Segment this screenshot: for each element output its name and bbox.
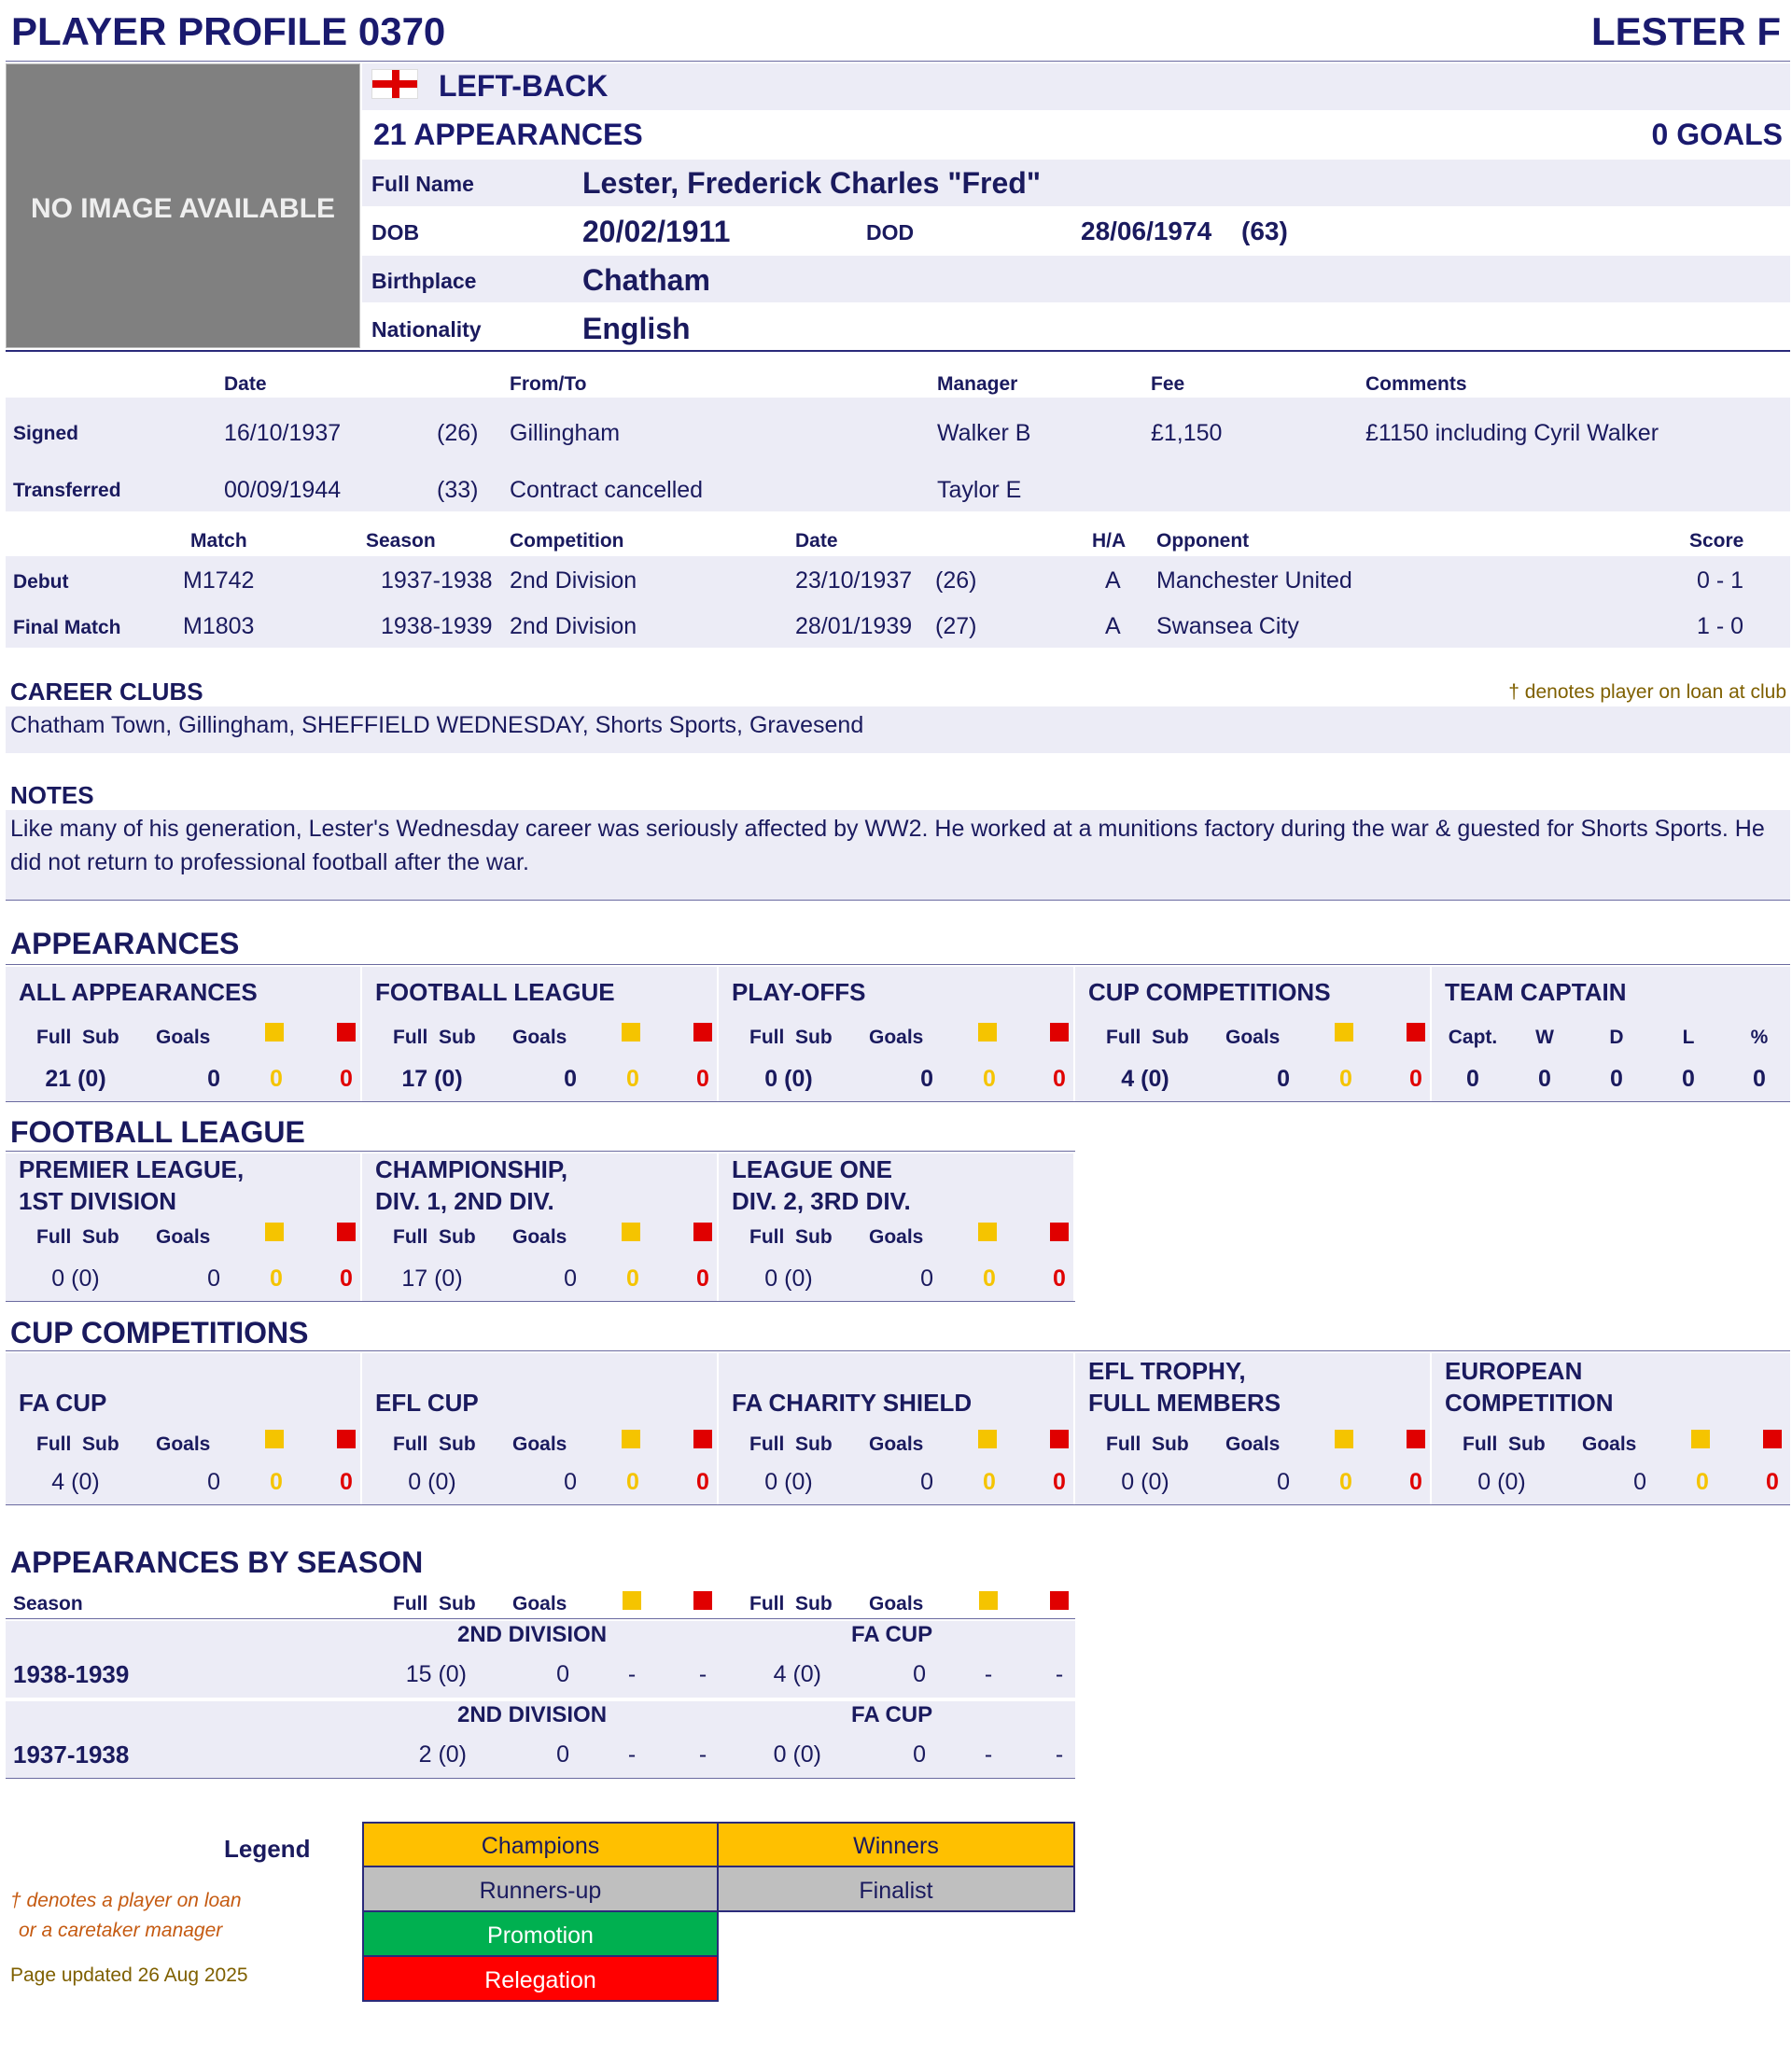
goals-value: 0	[207, 1469, 220, 1495]
career-clubs-title: CAREER CLUBS	[10, 678, 203, 706]
loan-note: † denotes player on loan at club	[1508, 681, 1786, 703]
season-goals-1: 0	[556, 1741, 569, 1768]
by-season-title: APPEARANCES BY SEASON	[10, 1545, 424, 1579]
full-sub-header: Full Sub	[393, 1433, 476, 1455]
yellow-card-icon	[265, 1430, 284, 1448]
box-title-line-2: ALL APPEARANCES	[19, 978, 258, 1006]
goals-value: 0	[207, 1066, 220, 1092]
season-yellow-1: -	[627, 1661, 637, 1687]
career-clubs-list: Chatham Town, Gillingham, SHEFFIELD WEDNESDAY, Shorts Sports, Gravesend	[10, 712, 864, 738]
red-card-icon	[693, 1430, 712, 1448]
box-title-line-2: FOOTBALL LEAGUE	[375, 978, 615, 1006]
goals-value: 0	[1277, 1066, 1290, 1092]
final-match-age: (27)	[935, 613, 977, 639]
box-title-line-2: COMPETITION	[1445, 1389, 1614, 1417]
notes-line-2: did not return to professional football after the war.	[10, 849, 529, 875]
transferred-manager: Taylor E	[937, 477, 1022, 503]
season-header: Season	[13, 1593, 83, 1615]
red-card-count: 0	[696, 1265, 709, 1292]
red-card-icon	[1050, 1591, 1069, 1610]
no-image-text: NO IMAGE AVAILABLE	[30, 193, 336, 224]
goals-value: 0	[920, 1066, 933, 1092]
debut-label: Debut	[13, 571, 69, 593]
full-sub-header: Full Sub	[1463, 1433, 1546, 1455]
player-surname: LESTER F	[1590, 9, 1781, 53]
cup-competition-box	[1075, 1353, 1430, 1504]
box-title-line-2: DIV. 1, 2ND DIV.	[375, 1187, 554, 1215]
birthplace-value: Chatham	[582, 263, 710, 297]
debut-ha: A	[1105, 567, 1121, 594]
captain-value: 0	[1610, 1066, 1623, 1092]
final-match-match: M1803	[183, 613, 255, 639]
red-card-count: 0	[340, 1265, 353, 1292]
red-card-count: 0	[696, 1469, 709, 1495]
goals-header: Goals	[512, 1027, 567, 1048]
season-competition-2: FA CUP	[851, 1702, 933, 1727]
red-card-icon	[337, 1223, 356, 1241]
red-card-count: 0	[1053, 1265, 1066, 1292]
yellow-card-icon	[978, 1430, 997, 1448]
red-card-count: 0	[1053, 1469, 1066, 1495]
final-match-competition: 2nd Division	[510, 613, 637, 639]
box-title-line-1: EUROPEAN	[1445, 1357, 1583, 1385]
signed-manager: Walker B	[937, 420, 1031, 446]
cup-competition-box	[1432, 1353, 1790, 1504]
match-header-season: Season	[366, 530, 436, 552]
yellow-card-icon	[978, 1223, 997, 1241]
red-card-icon	[693, 1591, 712, 1610]
red-card-count: 0	[1766, 1469, 1779, 1495]
match-header-ha: H/A	[1092, 530, 1127, 552]
match-header-date: Date	[795, 530, 838, 552]
match-header-competition: Competition	[510, 530, 624, 552]
birthplace-label: Birthplace	[371, 269, 477, 293]
full-sub-header: Full Sub	[36, 1226, 119, 1248]
season-label: 1937-1938	[13, 1740, 130, 1768]
full-sub-value: 0 (0)	[51, 1265, 100, 1292]
goals-header: Goals	[156, 1226, 211, 1248]
season-goals-2: 0	[913, 1661, 926, 1687]
season-yellow-1: -	[627, 1741, 637, 1768]
yellow-card-count: 0	[1339, 1469, 1352, 1495]
red-card-icon	[1050, 1223, 1069, 1241]
season-goals-1: 0	[556, 1661, 569, 1687]
season-full-sub-2: 4 (0)	[773, 1661, 821, 1687]
debut-match: M1742	[183, 567, 255, 594]
goals-header: Goals	[869, 1433, 924, 1455]
goals-value: 0	[207, 1265, 220, 1292]
yellow-card-count: 0	[983, 1066, 996, 1092]
season-full-sub-1: 2 (0)	[418, 1741, 467, 1768]
goals-header: Goals	[156, 1433, 211, 1455]
full-sub-header: Full Sub	[749, 1226, 833, 1248]
england-flag-icon	[371, 69, 418, 99]
goals-header: Goals	[869, 1027, 924, 1048]
signed-club: Gillingham	[510, 420, 621, 446]
red-card-icon	[693, 1023, 712, 1041]
yellow-card-icon	[978, 1023, 997, 1041]
age-at-death: (63)	[1241, 217, 1288, 245]
box-title-line-1: CHAMPIONSHIP,	[375, 1155, 568, 1183]
red-card-count: 0	[1409, 1066, 1422, 1092]
appearances-title: APPEARANCES	[10, 927, 240, 960]
notes-title: NOTES	[10, 781, 94, 809]
signed-age: (26)	[437, 420, 479, 446]
red-card-icon	[337, 1023, 356, 1041]
full-sub-header: Full Sub	[749, 1433, 833, 1455]
goals-header: Goals	[1582, 1433, 1637, 1455]
season-competition-1: 2ND DIVISION	[457, 1702, 608, 1727]
red-card-count: 0	[1053, 1066, 1066, 1092]
yellow-card-icon	[979, 1591, 998, 1610]
box-title-line-2: CUP COMPETITIONS	[1088, 978, 1331, 1006]
yellow-card-count: 0	[983, 1265, 996, 1292]
legend-runners-up: Runners-up	[362, 1866, 719, 1912]
yellow-card-icon	[623, 1591, 641, 1610]
box-title-line-1: PREMIER LEAGUE,	[19, 1155, 245, 1183]
captain-header: D	[1609, 1027, 1624, 1048]
goals-header: Goals	[156, 1027, 211, 1048]
final-match-opponent: Swansea City	[1156, 613, 1299, 639]
dob-value: 20/02/1911	[582, 215, 731, 248]
nationality-value: English	[582, 312, 691, 345]
season-red-2: -	[1055, 1741, 1064, 1768]
legend-champions: Champions	[362, 1822, 719, 1867]
team-captain-title: TEAM CAPTAIN	[1445, 978, 1627, 1006]
transferred-club: Contract cancelled	[510, 477, 704, 503]
season-label: 1938-1939	[13, 1660, 130, 1688]
transferred-label: Transferred	[13, 480, 121, 501]
player-photo-placeholder	[6, 63, 360, 348]
page-updated: Page updated 26 Aug 2025	[10, 1964, 248, 1986]
full-sub-header: Full Sub	[393, 1027, 476, 1048]
full-sub-value: 0 (0)	[764, 1469, 813, 1495]
yellow-card-icon	[622, 1223, 640, 1241]
captain-value: 0	[1682, 1066, 1695, 1092]
appearances-total: 21 APPEARANCES	[373, 118, 643, 151]
football-league-box	[6, 1153, 360, 1301]
goals-value: 0	[920, 1469, 933, 1495]
dod-value: 28/06/1974	[1081, 217, 1212, 245]
yellow-card-count: 0	[983, 1469, 996, 1495]
season-col-full-sub-1: Full Sub	[393, 1593, 476, 1615]
debut-competition: 2nd Division	[510, 567, 637, 594]
box-title-line-2: FA CUP	[19, 1389, 107, 1417]
transfer-header-comments: Comments	[1365, 373, 1467, 395]
yellow-card-icon	[1691, 1430, 1710, 1448]
box-title-line-2: FA CHARITY SHIELD	[732, 1389, 973, 1417]
appearance-box	[1075, 967, 1430, 1101]
signed-comments: £1150 including Cyril Walker	[1365, 420, 1659, 446]
goals-header: Goals	[1225, 1433, 1281, 1455]
season-red-1: -	[698, 1661, 707, 1687]
captain-header: L	[1682, 1027, 1695, 1048]
full-sub-value: 17 (0)	[401, 1265, 463, 1292]
full-sub-header: Full Sub	[393, 1226, 476, 1248]
legend-relegation: Relegation	[362, 1955, 719, 2002]
yellow-card-count: 0	[270, 1469, 283, 1495]
full-name-value: Lester, Frederick Charles "Fred"	[582, 166, 1041, 200]
captain-value: 0	[1538, 1066, 1551, 1092]
yellow-card-icon	[265, 1023, 284, 1041]
nationality-label: Nationality	[371, 317, 482, 342]
transferred-date: 00/09/1944	[224, 477, 342, 503]
season-col-goals-2: Goals	[869, 1593, 924, 1615]
box-title-line-1: EFL TROPHY,	[1088, 1357, 1246, 1385]
final-match-score: 1 - 0	[1697, 613, 1744, 639]
goals-header: Goals	[512, 1226, 567, 1248]
season-yellow-2: -	[984, 1661, 993, 1687]
yellow-card-icon	[1335, 1023, 1353, 1041]
dob-label: DOB	[371, 220, 420, 245]
appearance-box	[719, 967, 1073, 1101]
goals-header: Goals	[1225, 1027, 1281, 1048]
signed-date: 16/10/1937	[224, 420, 342, 446]
yellow-card-count: 0	[626, 1066, 639, 1092]
final-match-season: 1938-1939	[381, 613, 493, 639]
full-sub-value: 0 (0)	[764, 1265, 813, 1292]
goals-header: Goals	[869, 1226, 924, 1248]
transfer-header-date: Date	[224, 373, 267, 395]
page-title: PLAYER PROFILE 0370	[11, 9, 446, 53]
goals-value: 0	[1277, 1469, 1290, 1495]
box-title-line-2: 1ST DIVISION	[19, 1187, 177, 1215]
box-title-line-2: EFL CUP	[375, 1389, 479, 1417]
red-card-icon	[337, 1430, 356, 1448]
full-sub-value: 4 (0)	[1121, 1066, 1169, 1092]
goals-value: 0	[564, 1469, 577, 1495]
red-card-icon	[693, 1223, 712, 1241]
season-col-goals-1: Goals	[512, 1593, 567, 1615]
full-sub-value: 21 (0)	[45, 1066, 106, 1092]
goals-value: 0	[564, 1066, 577, 1092]
yellow-card-icon	[622, 1430, 640, 1448]
full-sub-header: Full Sub	[36, 1433, 119, 1455]
captain-header: %	[1750, 1027, 1769, 1048]
debut-date: 23/10/1937	[795, 567, 913, 594]
captain-header: Capt.	[1448, 1027, 1498, 1048]
yellow-card-count: 0	[270, 1066, 283, 1092]
match-header-opponent: Opponent	[1156, 530, 1250, 552]
captain-header: W	[1535, 1027, 1554, 1048]
red-card-count: 0	[340, 1066, 353, 1092]
yellow-card-icon	[622, 1023, 640, 1041]
full-sub-value: 0 (0)	[764, 1066, 813, 1092]
red-card-count: 0	[340, 1469, 353, 1495]
legend-loan-note-2: or a caretaker manager	[19, 1920, 223, 1941]
legend-winners: Winners	[717, 1822, 1075, 1867]
notes-line-1: Like many of his generation, Lester's Wednesday career was seriously affected by WW2. He worked at a munitions factory during the war & guested for Shorts Sports. He	[10, 816, 1765, 842]
full-name-label: Full Name	[371, 172, 474, 196]
season-col-full-sub-2: Full Sub	[749, 1593, 833, 1615]
transfer-header-manager: Manager	[937, 373, 1018, 395]
full-sub-value: 17 (0)	[401, 1066, 463, 1092]
yellow-card-icon	[265, 1223, 284, 1241]
yellow-card-count: 0	[1696, 1469, 1709, 1495]
debut-age: (26)	[935, 567, 977, 594]
box-title-line-2: FULL MEMBERS	[1088, 1389, 1281, 1417]
goals-value: 0	[1633, 1469, 1646, 1495]
season-competition-1: 2ND DIVISION	[457, 1622, 608, 1647]
season-red-1: -	[698, 1741, 707, 1768]
season-row-divider	[6, 1778, 1075, 1779]
football-league-box	[719, 1153, 1073, 1301]
signed-fee: £1,150	[1151, 420, 1223, 446]
cup-competition-box	[6, 1353, 360, 1504]
yellow-card-count: 0	[270, 1265, 283, 1292]
debut-score: 0 - 1	[1697, 567, 1744, 594]
transferred-age: (33)	[437, 477, 479, 503]
match-header-score: Score	[1689, 530, 1744, 552]
red-card-icon	[1407, 1023, 1425, 1041]
full-sub-header: Full Sub	[36, 1027, 119, 1048]
full-sub-header: Full Sub	[1106, 1027, 1189, 1048]
final-match-label: Final Match	[13, 617, 121, 638]
full-sub-value: 0 (0)	[1121, 1469, 1169, 1495]
full-sub-value: 4 (0)	[51, 1469, 100, 1495]
season-yellow-2: -	[984, 1741, 993, 1768]
captain-value: 0	[1466, 1066, 1479, 1092]
red-card-icon	[1763, 1430, 1782, 1448]
red-card-icon	[1407, 1430, 1425, 1448]
season-full-sub-2: 0 (0)	[773, 1741, 821, 1768]
dod-label: DOD	[866, 220, 915, 245]
season-red-2: -	[1055, 1661, 1064, 1687]
debut-season: 1937-1938	[381, 567, 493, 594]
yellow-card-count: 0	[626, 1265, 639, 1292]
box-title-line-2: PLAY-OFFS	[732, 978, 866, 1006]
box-title-line-1: LEAGUE ONE	[732, 1155, 892, 1183]
football-league-box	[362, 1153, 717, 1301]
player-position: LEFT-BACK	[439, 69, 609, 103]
yellow-card-count: 0	[1339, 1066, 1352, 1092]
full-sub-header: Full Sub	[1106, 1433, 1189, 1455]
goals-header: Goals	[512, 1433, 567, 1455]
captain-value: 0	[1753, 1066, 1766, 1092]
cup-competition-box	[719, 1353, 1073, 1504]
legend-finalist: Finalist	[717, 1866, 1075, 1912]
yellow-card-icon	[1335, 1430, 1353, 1448]
cup-competitions-title: CUP COMPETITIONS	[10, 1316, 309, 1349]
signed-label: Signed	[13, 423, 79, 444]
full-sub-value: 0 (0)	[1477, 1469, 1526, 1495]
season-full-sub-1: 15 (0)	[405, 1661, 467, 1687]
full-sub-value: 0 (0)	[408, 1469, 456, 1495]
transfer-header-from-to: From/To	[510, 373, 587, 395]
goals-value: 0	[920, 1265, 933, 1292]
match-header-match: Match	[190, 530, 247, 552]
appearance-box	[362, 967, 717, 1101]
full-sub-header: Full Sub	[749, 1027, 833, 1048]
red-card-count: 0	[1409, 1469, 1422, 1495]
yellow-card-count: 0	[626, 1469, 639, 1495]
legend-title: Legend	[224, 1835, 311, 1863]
appearance-box	[6, 967, 360, 1101]
debut-opponent: Manchester United	[1156, 567, 1352, 594]
final-match-ha: A	[1105, 613, 1121, 639]
legend-promotion: Promotion	[362, 1910, 719, 1957]
team-captain-box	[1432, 967, 1790, 1101]
goals-value: 0	[564, 1265, 577, 1292]
red-card-count: 0	[696, 1066, 709, 1092]
season-competition-2: FA CUP	[851, 1622, 933, 1647]
red-card-icon	[1050, 1430, 1069, 1448]
cup-competition-box	[362, 1353, 717, 1504]
final-match-date: 28/01/1939	[795, 613, 913, 639]
goals-total: 0 GOALS	[1651, 118, 1783, 151]
red-card-icon	[1050, 1023, 1069, 1041]
season-goals-2: 0	[913, 1741, 926, 1768]
transfer-header-fee: Fee	[1151, 373, 1185, 395]
box-title-line-2: DIV. 2, 3RD DIV.	[732, 1187, 911, 1215]
legend-loan-note-1: † denotes a player on loan	[10, 1890, 242, 1911]
football-league-title: FOOTBALL LEAGUE	[10, 1115, 305, 1149]
